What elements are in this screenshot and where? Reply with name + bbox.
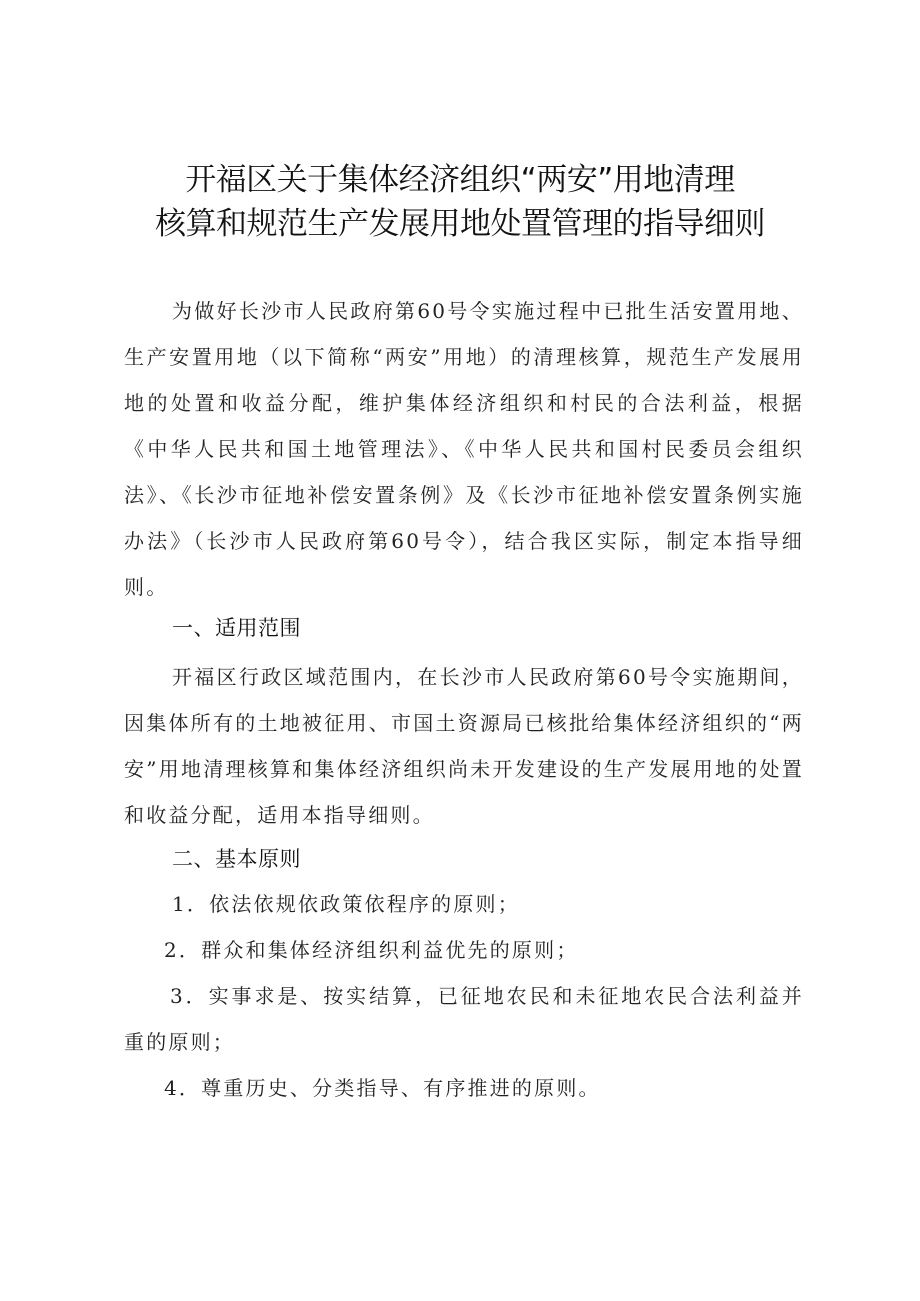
intro-paragraph: 为做好长沙市人民政府第60号令实施过程中已批生活安置用地、生产安置用地（以下简称“两安”用地）的清理核算，规范生产发展用地的处置和收益分配，维护集体经济组织和村民的合法利益，根据《中华人民共和国土地管理法》、《中华人民共和国村民委员会组织法》、《长沙市征地补偿安置条例》及《长沙市征地补偿安置条例实施办法》（长沙市人民政府第60号令），结合我区实际，制定本指导细则。 xyxy=(124,299,804,599)
intro-section xyxy=(124,288,804,610)
principles-list xyxy=(124,881,804,1111)
section-1-body xyxy=(124,654,804,838)
section-heading-scope: 一、适用范围 xyxy=(172,616,301,640)
section-heading-principles: 二、基本原则 xyxy=(172,847,301,871)
principle-item: 1．依法依规依政策依程序的原则； xyxy=(172,892,520,916)
document-title-line-1: 开福区关于集体经济组织“两安”用地清理 xyxy=(185,162,735,198)
principle-item: 4．尊重历史、分类指导、有序推进的原则。 xyxy=(164,1076,601,1100)
section-1-heading-block xyxy=(124,605,804,651)
document-title-line-2: 核算和规范生产发展用地处置管理的指导细则 xyxy=(155,206,765,242)
section-2-heading-block xyxy=(124,836,804,882)
scope-paragraph: 开福区行政区域范围内，在长沙市人民政府第60号令实施期间，因集体所有的土地被征用、市国土资源局已核批给集体经济组织的“两安”用地清理核算和集体经济组织尚未开发建设的生产发展用地的处置和收益分配，适用本指导细则。 xyxy=(124,665,804,827)
principle-item: 2．群众和集体经济组织利益优先的原则； xyxy=(164,938,579,962)
principle-item: 3．实事求是、按实结算，已征地农民和未征地农民合法利益并重的原则； xyxy=(124,984,804,1054)
